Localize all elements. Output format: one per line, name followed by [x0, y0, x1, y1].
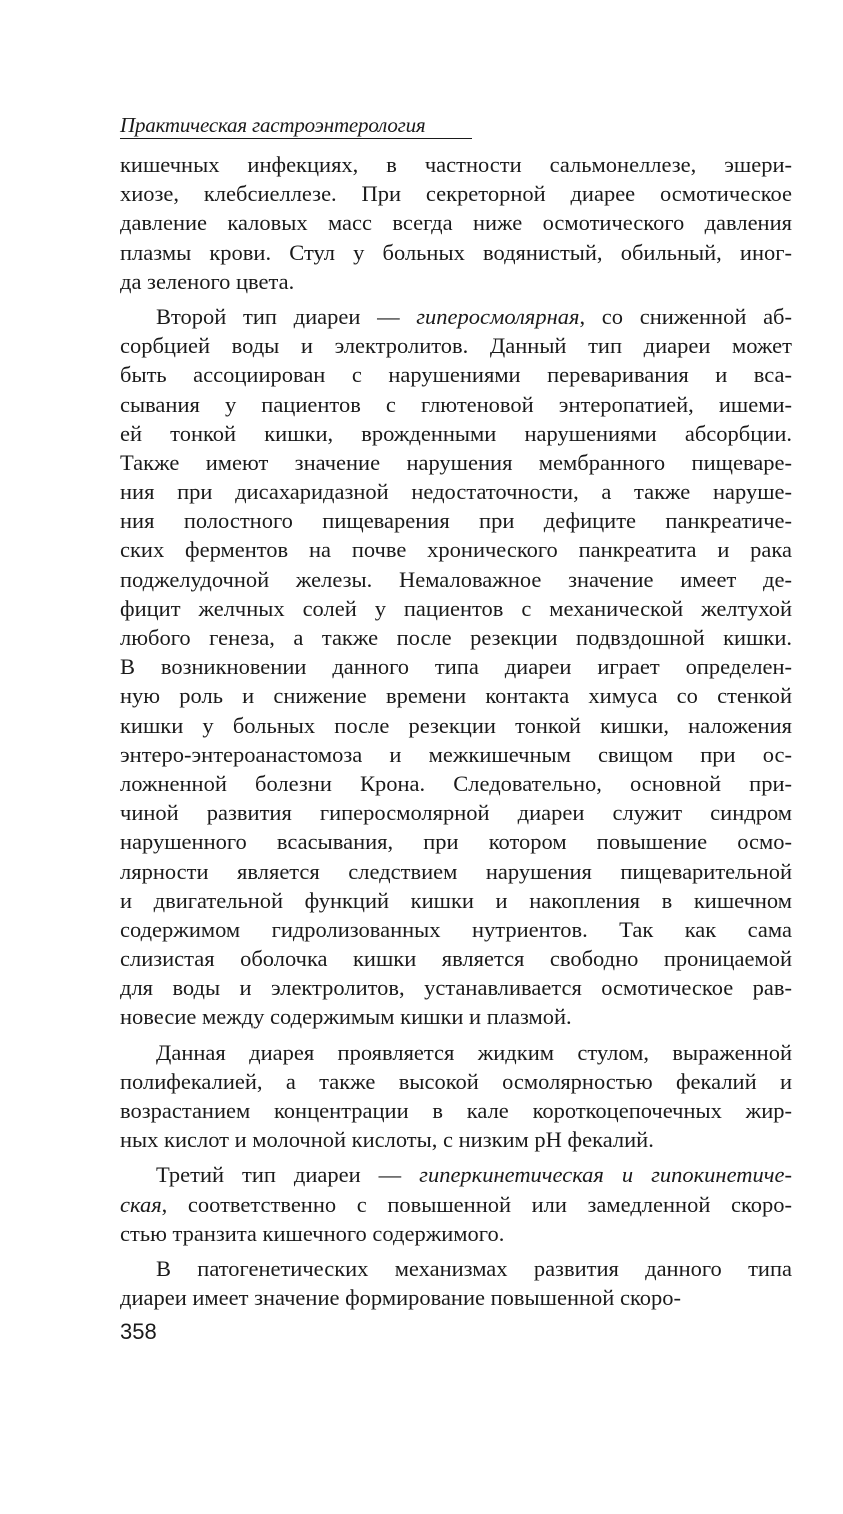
text-line: фицит желчных солей у пациентов с механической желтухой: [120, 595, 792, 621]
paragraph: [120, 1254, 792, 1312]
text-line: да зеленого цвета.: [120, 268, 295, 294]
text-line: диареи имеет значение формирование повышенной скоро-: [120, 1285, 681, 1311]
text-line: быть ассоциирован с нарушениями переваривания и вса-: [120, 362, 792, 388]
text-line: кишечных инфекциях, в частности сальмонеллезе, эшери-: [120, 152, 792, 177]
text-line: ных кислот и молочной кислоты, с низким pH фекалий.: [120, 1127, 654, 1153]
text-line: ния при дисахаридазной недостаточности, а также наруше-: [120, 479, 792, 505]
text-line: ей тонкой кишки, врожденными нарушениями абсорбции.: [120, 420, 792, 446]
italic-term: гиперосмолярная: [416, 303, 580, 329]
text-line: [120, 1160, 792, 1189]
text-line: [120, 302, 792, 331]
text-line: для воды и электролитов, устанавливается осмотическое рав-: [120, 975, 792, 1001]
text-run: , соответственно с повышенной или замедленной скоро-: [161, 1191, 792, 1217]
paragraph: [120, 302, 792, 1032]
text-run: , со сниженной аб-: [579, 303, 792, 329]
text-line: ложненной болезни Крона. Следовательно, основной при-: [120, 770, 792, 796]
text-line: стью транзита кишечного содержимого.: [120, 1220, 505, 1246]
paragraph: [120, 150, 792, 296]
text-line: ния полостного пищеварения при дефиците панкреатиче-: [120, 508, 792, 534]
text-line: ских ферментов на почве хронического панкреатита и рака: [120, 537, 792, 563]
text-line: энтеро-энтероанастомоза и межкишечным свищом при ос-: [120, 741, 792, 767]
text-line: Данная диарея проявляется жидким стулом, выраженной: [156, 1039, 792, 1065]
paragraph: [120, 1038, 792, 1155]
text-line: плазмы крови. Стул у больных водянистый, обильный, иног-: [120, 239, 792, 265]
italic-term: гиперкинетическая и гипокинетиче-: [419, 1162, 792, 1188]
text-line: новесие между содержимым кишки и плазмой.: [120, 1004, 572, 1030]
text-line: В возникновении данного типа диареи играет определен-: [120, 654, 792, 680]
text-line: возрастанием концентрации в кале короткоцепочечных жир-: [120, 1098, 792, 1123]
text-line: поджелудочной железы. Немаловажное значение имеет де-: [120, 566, 792, 592]
text-line: содержимом гидролизованных нутриентов. Так как сама: [120, 916, 792, 942]
text-line: [120, 1190, 792, 1219]
running-head: Практическая гастроэнтерология: [120, 113, 426, 137]
text-line: Также имеют значение нарушения мембранного пищеваре-: [120, 449, 792, 475]
text-line: В патогенетических механизмах развития данного типа: [156, 1255, 792, 1281]
text-line: кишки у больных после резекции тонкой кишки, наложения: [120, 712, 792, 738]
italic-term: ская: [120, 1191, 162, 1217]
text-line: давление каловых масс всегда ниже осмотического давления: [120, 210, 792, 236]
text-line: сорбцией воды и электролитов. Данный тип диареи может: [120, 333, 792, 359]
text-line: ную роль и снижение времени контакта химуса со стенкой: [120, 683, 792, 709]
paragraph: [120, 1160, 792, 1248]
text-line: слизистая оболочка кишки является свободно проницаемой: [120, 946, 792, 972]
text-run: Второй тип диареи —: [156, 303, 417, 329]
text-line: полифекалией, а также высокой осмолярностью фекалий и: [120, 1068, 792, 1094]
text-line: чиной развития гиперосмолярной диареи служит синдром: [120, 800, 792, 826]
body-text: [120, 150, 792, 1312]
text-line: нарушенного всасывания, при котором повышение осмо-: [120, 829, 792, 855]
text-line: и двигательной функций кишки и накопления в кишечном: [120, 887, 792, 913]
page-number: 358: [120, 1319, 157, 1344]
text-line: лярности является следствием нарушения пищеварительной: [120, 858, 792, 884]
text-line: сывания у пациентов с глютеновой энтеропатией, ишеми-: [120, 391, 792, 417]
text-line: любого генеза, а также после резекции подвздошной кишки.: [120, 625, 792, 650]
text-line: хиозе, клебсиеллезе. При секреторной диарее осмотическое: [120, 181, 792, 207]
text-run: Третий тип диареи —: [156, 1162, 420, 1188]
running-head-rule: [120, 138, 472, 139]
